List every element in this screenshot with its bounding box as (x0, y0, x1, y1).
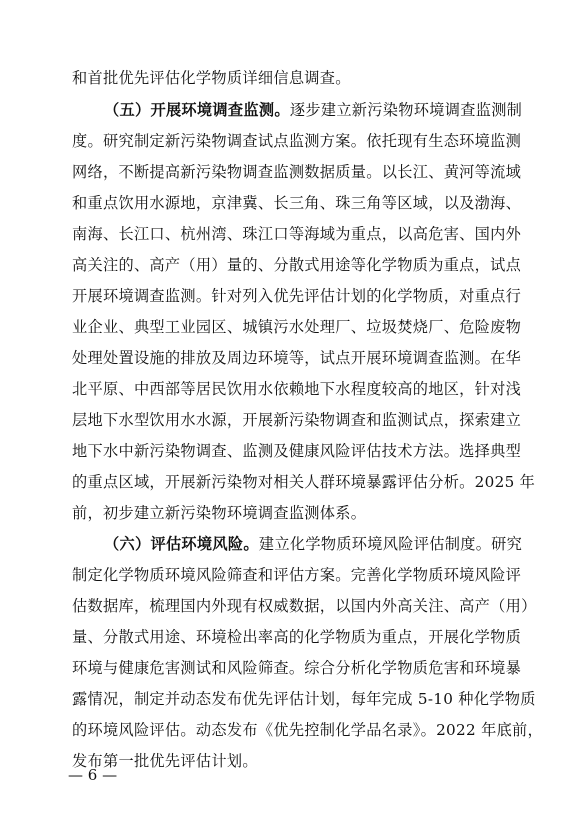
section-six-line: 量、分散式用途、环境检出率高的化学物质为重点，开展化学物质 (72, 628, 522, 646)
section-five-line: 处理处置设施的排放及周边环境等，试点开展环境调查监测。在华 (72, 349, 522, 367)
section-six-line: 露情况，制定并动态发布优先评估计划，每年完成 5-10 种化学物质 (72, 690, 536, 708)
section-five-line: 前，初步建立新污染物环境调查监测体系。 (72, 504, 367, 522)
section-five-line: 业企业、典型工业园区、城镇污水处理厂、垃圾焚烧厂、危险废物 (72, 318, 522, 336)
section-five-line: 南海、长江口、杭州湾、珠江口等海域为重点，以高危害、国内外 (72, 225, 522, 243)
section-six-first-line-text: 建立化学物质环境风险评估制度。研究 (258, 535, 523, 553)
section-six-line: 估数据库，梳理国内外现有权威数据，以国内外高关注、高产（用） (72, 597, 537, 615)
section-six-line: 制定化学物质环境风险筛查和评估方案。完善化学物质环境风险评 (72, 566, 522, 584)
section-five-line: 开展环境调查监测。针对列入优先评估计划的化学物质，对重点行 (72, 287, 522, 305)
section-five-first-line-text: 逐步建立新污染物环境调查监测制 (289, 101, 523, 119)
section-five-line: 度。研究制定新污染物调查试点监测方案。依托现有生态环境监测 (72, 132, 522, 150)
section-five-line: 和重点饮用水源地，京津冀、长三角、珠三角等区域，以及渤海、 (72, 194, 522, 212)
section-five-line: 层地下水型饮用水水源，开展新污染物调查和监测试点，探索建立 (72, 411, 522, 429)
section-six-heading: （六）评估环境风险。 (104, 535, 259, 553)
section-six-line: 发布第一批优先评估计划。 (72, 752, 258, 770)
section-six-first-line (72, 534, 523, 554)
section-six-line: 的环境风险评估。动态发布《优先控制化学品名录》。2022 年底前， (72, 721, 544, 739)
section-five-heading: （五）开展环境调查监测。 (104, 101, 290, 119)
intro-line-text: 和首批优先评估化学物质详细信息调查。 (72, 69, 351, 87)
section-five-line: 高关注的、高产（用）量的、分散式用途等化学物质为重点，试点 (72, 256, 522, 274)
intro-line (72, 68, 512, 88)
section-five-line: 地下水中新污染物调查、监测及健康风险评估技术方法。选择典型 (72, 442, 522, 460)
section-five-line: 网络，不断提高新污染物调查监测数据质量。以长江、黄河等流域 (72, 163, 522, 181)
section-six-line: 环境与健康危害测试和风险筛查。综合分析化学物质危害和环境暴 (72, 659, 522, 677)
section-five-first-line (72, 100, 523, 120)
page-number: — 6 — (68, 766, 118, 784)
section-five-line: 北平原、中西部等居民饮用水依赖地下水程度较高的地区，针对浅 (72, 380, 522, 398)
section-five-line: 的重点区域，开展新污染物对相关人群环境暴露评估分析。2025 年 (72, 473, 536, 491)
